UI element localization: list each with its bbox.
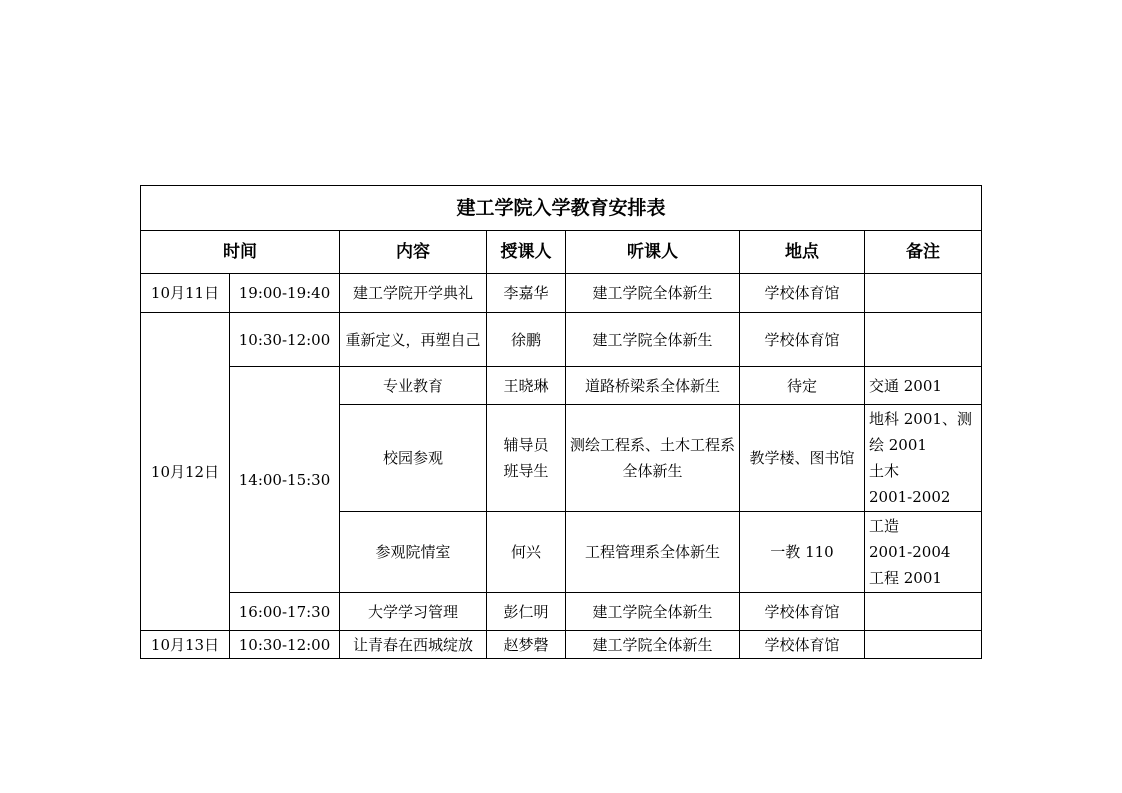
table-row [141, 274, 982, 313]
audience-cell: 建工学院全体新生 [566, 274, 740, 313]
note-cell [865, 631, 982, 659]
note-cell [865, 512, 982, 593]
note-line: 2001-2002 [869, 488, 951, 506]
location-cell: 学校体育馆 [740, 631, 865, 659]
header-time: 时间 [141, 231, 340, 274]
note-cell [865, 274, 982, 313]
time-cell: 16:00-17:30 [230, 593, 340, 631]
lecturer-cell [487, 405, 566, 512]
content-cell: 大学学习管理 [340, 593, 487, 631]
date-cell: 10月13日 [141, 631, 230, 659]
table-row [141, 593, 982, 631]
date-cell: 10月11日 [141, 274, 230, 313]
lecturer-cell: 何兴 [487, 512, 566, 593]
table-title: 建工学院入学教育安排表 [141, 186, 982, 231]
audience-cell: 建工学院全体新生 [566, 593, 740, 631]
header-note: 备注 [865, 231, 982, 274]
header-content: 内容 [340, 231, 487, 274]
lecturer-cell: 王晓琳 [487, 367, 566, 405]
lecturer-line: 班导生 [503, 462, 549, 480]
note-line: 地科 2001、测绘 2001 [869, 410, 972, 454]
note-cell [865, 593, 982, 631]
note-line: 土木 [869, 462, 900, 480]
header-audience: 听课人 [566, 231, 740, 274]
audience-cell: 建工学院全体新生 [566, 631, 740, 659]
time-cell: 10:30-12:00 [230, 631, 340, 659]
time-cell: 14:00-15:30 [230, 367, 340, 593]
content-cell: 建工学院开学典礼 [340, 274, 487, 313]
schedule-table [140, 185, 982, 659]
lecturer-cell: 彭仁明 [487, 593, 566, 631]
content-cell: 校园参观 [340, 405, 487, 512]
table-row [141, 367, 982, 405]
note-line: 2001-2004 [869, 543, 951, 561]
location-cell: 学校体育馆 [740, 593, 865, 631]
content-cell: 重新定义，再塑自己 [340, 313, 487, 367]
location-cell: 一教 110 [740, 512, 865, 593]
location-cell: 待定 [740, 367, 865, 405]
table-row [141, 313, 982, 367]
date-cell: 10月12日 [141, 313, 230, 631]
lecturer-cell: 赵梦磬 [487, 631, 566, 659]
location-cell: 教学楼、图书馆 [740, 405, 865, 512]
content-cell: 专业教育 [340, 367, 487, 405]
content-cell: 让青春在西城绽放 [340, 631, 487, 659]
lecturer-cell: 李嘉华 [487, 274, 566, 313]
lecturer-line: 辅导员 [503, 436, 549, 454]
location-cell: 学校体育馆 [740, 313, 865, 367]
header-lecturer: 授课人 [487, 231, 566, 274]
time-cell: 19:00-19:40 [230, 274, 340, 313]
note-line: 工造 [869, 517, 900, 535]
audience-cell: 建工学院全体新生 [566, 313, 740, 367]
note-cell [865, 313, 982, 367]
lecturer-cell: 徐鹏 [487, 313, 566, 367]
note-line: 工程 2001 [869, 569, 942, 587]
note-cell [865, 405, 982, 512]
content-cell: 参观院情室 [340, 512, 487, 593]
location-cell: 学校体育馆 [740, 274, 865, 313]
audience-cell: 测绘工程系、土木工程系全体新生 [566, 405, 740, 512]
audience-cell: 道路桥梁系全体新生 [566, 367, 740, 405]
time-cell: 10:30-12:00 [230, 313, 340, 367]
header-location: 地点 [740, 231, 865, 274]
note-cell: 交通 2001 [865, 367, 982, 405]
table-row [141, 631, 982, 659]
audience-cell: 工程管理系全体新生 [566, 512, 740, 593]
